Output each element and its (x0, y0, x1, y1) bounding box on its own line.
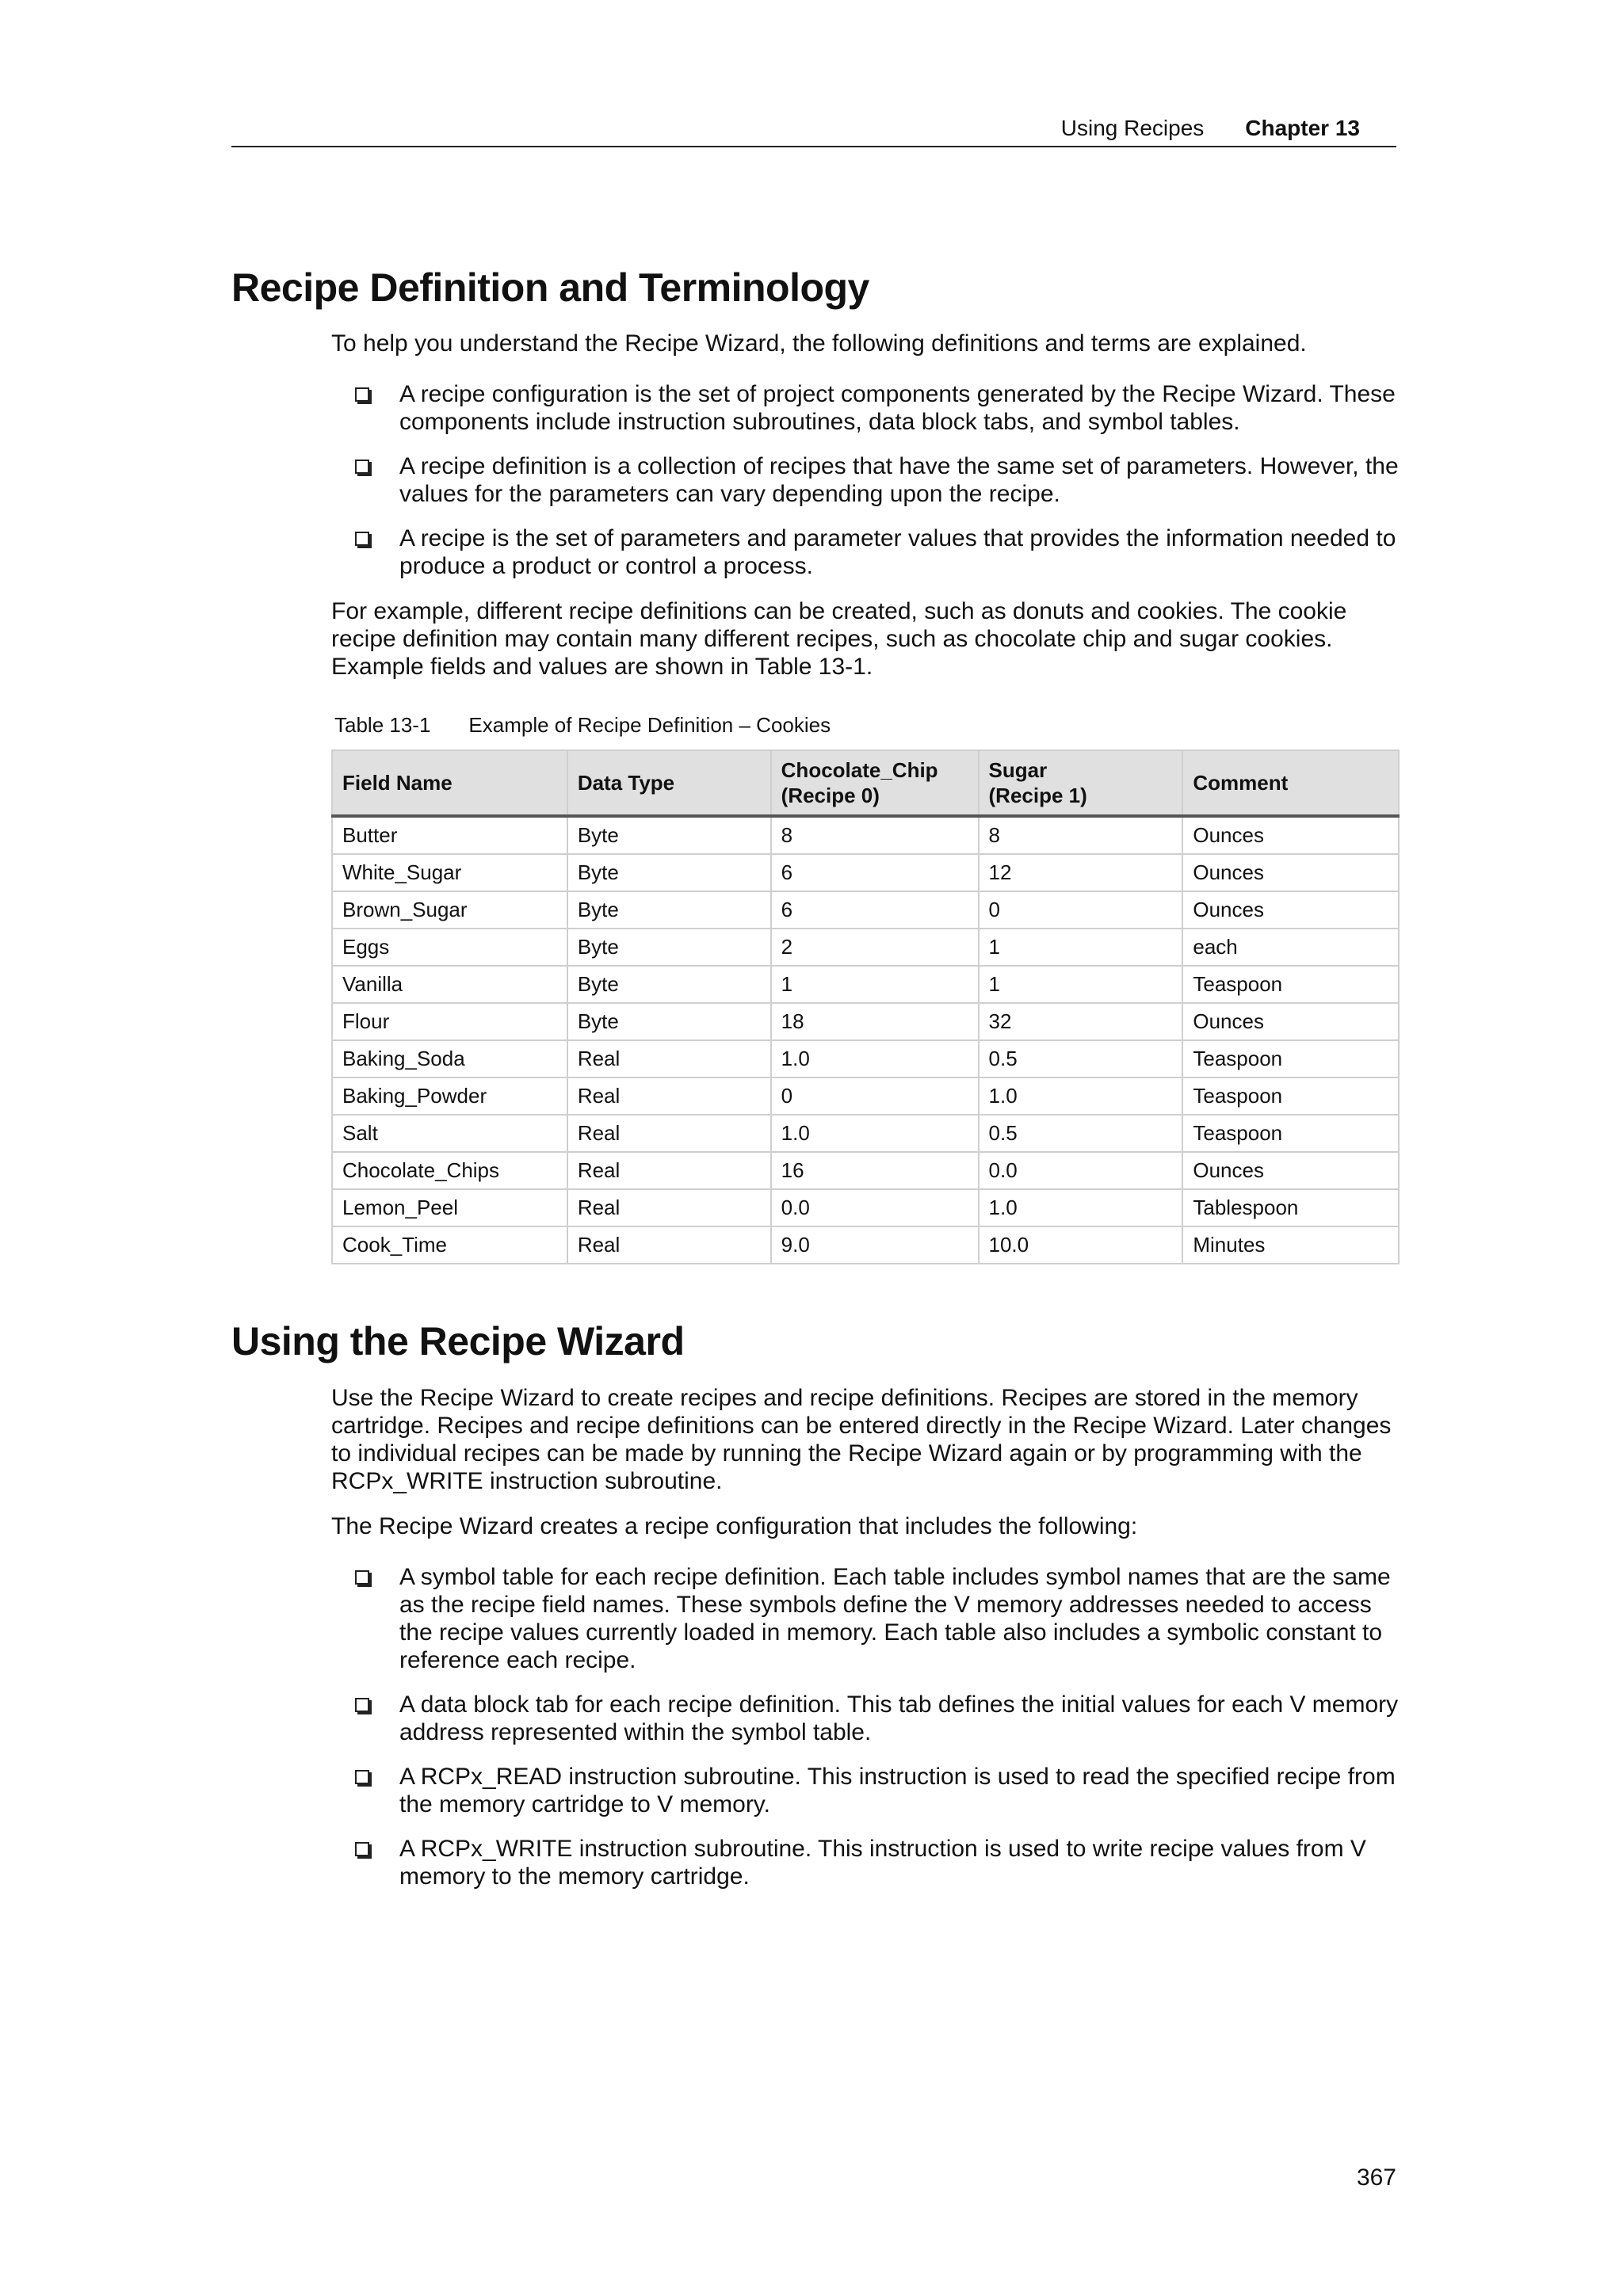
table-cell: White_Sugar (332, 854, 567, 891)
table-cell: 9.0 (771, 1226, 979, 1264)
table-cell: Cook_Time (332, 1226, 567, 1264)
page-number: 367 (1356, 2164, 1396, 2191)
table-cell: 0.0 (979, 1152, 1183, 1189)
table-row (332, 1040, 1399, 1077)
table-cell: Ounces (1182, 1003, 1399, 1040)
table-cell: Teaspoon (1182, 1040, 1399, 1077)
table-cell: Tablespoon (1182, 1189, 1399, 1226)
table-cell: Ounces (1182, 816, 1399, 854)
table-cell: Real (567, 1226, 771, 1264)
column-header-field-name: Field Name (332, 750, 567, 816)
table-cell: Chocolate_Chips (332, 1152, 567, 1189)
table-cell: Ounces (1182, 891, 1399, 929)
section1-example-block (331, 597, 1401, 681)
table-row (332, 966, 1399, 1003)
checkbox-bullet-icon (355, 532, 369, 546)
list-item (331, 1835, 1401, 1890)
table-cell: Real (567, 1115, 771, 1152)
table-row (332, 1226, 1399, 1264)
table-cell: Salt (332, 1115, 567, 1152)
table-cell: Teaspoon (1182, 966, 1399, 1003)
checkbox-bullet-icon (355, 387, 369, 402)
bullet-text: A RCPx_READ instruction subroutine. This instruction is used to read the specified recipe from the memory cartridge to V memory. (399, 1764, 1396, 1817)
table-cell: 32 (979, 1003, 1183, 1040)
header-text (1061, 116, 1360, 141)
checkbox-bullet-icon (355, 1570, 369, 1585)
table-row (332, 816, 1399, 854)
table-cell: 1.0 (771, 1040, 979, 1077)
table-cell: Vanilla (332, 966, 567, 1003)
table-cell: Real (567, 1189, 771, 1226)
table-row (332, 929, 1399, 966)
table-cell: 8 (771, 816, 979, 854)
table-row (332, 1077, 1399, 1115)
bullet-text: A recipe is the set of parameters and parameter values that provides the information needed to produce a product or control a process. (399, 525, 1396, 579)
table-cell: 1.0 (979, 1077, 1183, 1115)
section-heading-using-recipe-wizard: Using the Recipe Wizard (231, 1319, 685, 1363)
table-cell: 12 (979, 854, 1183, 891)
table-cell: Byte (567, 966, 771, 1003)
table-header-row (332, 750, 1399, 816)
table-cell: 1 (979, 966, 1183, 1003)
table-cell: 6 (771, 891, 979, 929)
table-cell: Teaspoon (1182, 1077, 1399, 1115)
section1-intro-block (331, 330, 1401, 357)
section2-para2-block (331, 1512, 1401, 1540)
section-heading-recipe-definition: Recipe Definition and Terminology (231, 265, 869, 310)
table-cell: 0 (979, 891, 1183, 929)
column-header-sugar: Sugar (Recipe 1) (979, 750, 1183, 816)
table-cell: 16 (771, 1152, 979, 1189)
table-cell: Ounces (1182, 1152, 1399, 1189)
bullet-text: A recipe definition is a collection of recipes that have the same set of parameters. However, the values for the parameters can vary depending upon the recipe. (399, 453, 1399, 507)
table-cell: Real (567, 1077, 771, 1115)
list-item (331, 380, 1401, 436)
table-row (332, 1003, 1399, 1040)
column-header-comment: Comment (1182, 750, 1399, 816)
header-chapter: Chapter 13 (1245, 116, 1360, 140)
table-cell: Baking_Soda (332, 1040, 567, 1077)
table-cell: Byte (567, 1003, 771, 1040)
checkbox-bullet-icon (355, 1698, 369, 1712)
recipe-table (331, 749, 1400, 1264)
table-cell: Teaspoon (1182, 1115, 1399, 1152)
section2-para1: Use the Recipe Wizard to create recipes and recipe definitions. Recipes are stored in the memory cartridge. Recipes and recipe definitions can be entered directly in the Recipe Wizard. Later changes to individual recipes can be made by running the Recipe Wizard again or by programming with the RCPx_WRITE instruction subroutine. (331, 1385, 1392, 1494)
table-cell: 1 (979, 929, 1183, 966)
list-item (331, 452, 1401, 508)
table-caption-number: Table 13-1 (334, 713, 431, 737)
table-cell: Byte (567, 854, 771, 891)
table-cell: Byte (567, 929, 771, 966)
table-row (332, 1115, 1399, 1152)
table-caption (334, 713, 831, 738)
table-row (332, 1152, 1399, 1189)
bullet-list (331, 1563, 1401, 1890)
table-cell: Lemon_Peel (332, 1189, 567, 1226)
table-cell: 0.0 (771, 1189, 979, 1226)
list-item (331, 1691, 1401, 1746)
table-cell: Ounces (1182, 854, 1399, 891)
table-cell: Baking_Powder (332, 1077, 567, 1115)
table-cell: 1.0 (771, 1115, 979, 1152)
table-cell: 1.0 (979, 1189, 1183, 1226)
checkbox-bullet-icon (355, 460, 369, 474)
column-header-data-type: Data Type (567, 750, 771, 816)
table-caption-title: Example of Recipe Definition – Cookies (468, 713, 831, 737)
table-cell: 0.5 (979, 1115, 1183, 1152)
table-cell: Real (567, 1040, 771, 1077)
table-cell: 6 (771, 854, 979, 891)
column-header-chocolate-chip: Chocolate_Chip (Recipe 0) (771, 750, 979, 816)
list-item (331, 1763, 1401, 1818)
table-cell: 10.0 (979, 1226, 1183, 1264)
table-cell: 18 (771, 1003, 979, 1040)
table-row (332, 891, 1399, 929)
section1-example: For example, different recipe definitions can be created, such as donuts and cookies. The cookie recipe definition may contain many different recipes, such as chocolate chip and sugar cookies. Example fields and values are shown in Table 13-1. (331, 598, 1347, 680)
list-item (331, 1563, 1401, 1674)
table-cell: Eggs (332, 929, 567, 966)
table-row (332, 1189, 1399, 1226)
header-section: Using Recipes (1060, 116, 1205, 140)
bullet-text: A symbol table for each recipe definition. Each table includes symbol names that are the same as the recipe field names. These symbols define the V memory addresses needed to access the recipe values currently loaded in memory. Each table also includes a symbolic constant to reference each recipe. (399, 1564, 1391, 1673)
table-body (332, 816, 1399, 1264)
table-cell: 0.5 (979, 1040, 1183, 1077)
table-cell: each (1182, 929, 1399, 966)
table-cell: 2 (771, 929, 979, 966)
table-cell: Byte (567, 816, 771, 854)
section1-bullets (331, 380, 1401, 580)
section2-para2: The Recipe Wizard creates a recipe configuration that includes the following: (331, 1513, 1138, 1539)
table-cell: 0 (771, 1077, 979, 1115)
section2-para1-block (331, 1384, 1401, 1495)
checkbox-bullet-icon (355, 1770, 369, 1784)
bullet-text: A recipe configuration is the set of project components generated by the Recipe Wizard. These components include instruction subroutines, data block tabs, and symbol tables. (399, 381, 1396, 435)
list-item (331, 524, 1401, 580)
table-cell: Byte (567, 891, 771, 929)
table-cell: Brown_Sugar (332, 891, 567, 929)
table-cell: 8 (979, 816, 1183, 854)
bullet-text: A data block tab for each recipe definition. This tab defines the initial values for each V memory address represented within the symbol table. (399, 1691, 1399, 1745)
table-cell: Butter (332, 816, 567, 854)
checkbox-bullet-icon (355, 1842, 369, 1856)
section2-bullets (331, 1563, 1401, 1890)
table-cell: Flour (332, 1003, 567, 1040)
bullet-text: A RCPx_WRITE instruction subroutine. This instruction is used to write recipe values from V memory to the memory cartridge. (399, 1836, 1366, 1890)
page-header (231, 111, 1396, 147)
table-cell: Minutes (1182, 1226, 1399, 1264)
table-cell: Real (567, 1152, 771, 1189)
bullet-list (331, 380, 1401, 580)
table-row (332, 854, 1399, 891)
table-cell: 1 (771, 966, 979, 1003)
section1-intro: To help you understand the Recipe Wizard, the following definitions and terms are explained. (331, 330, 1307, 357)
